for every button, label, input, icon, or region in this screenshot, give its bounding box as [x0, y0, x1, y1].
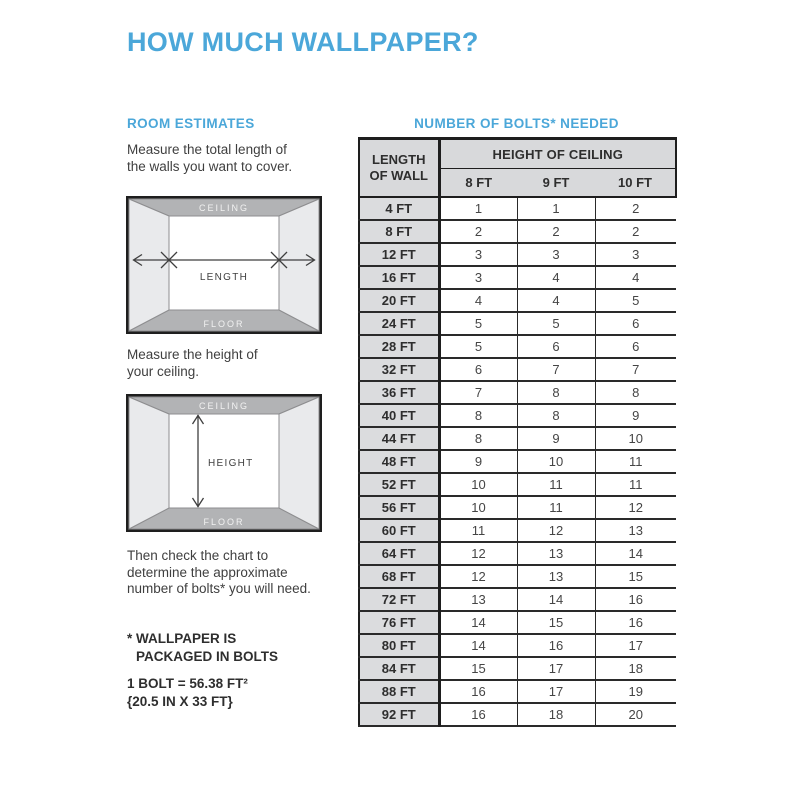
- bolt-count-cell: 11: [517, 496, 595, 519]
- right-wall-plane: [279, 397, 319, 529]
- bolt-count-cell: 10: [517, 450, 595, 473]
- bolt-count-cell: 10: [439, 496, 517, 519]
- table-row: [359, 197, 676, 220]
- bolt-count-cell: 6: [595, 312, 676, 335]
- note-line: PACKAGED IN BOLTS: [136, 648, 279, 664]
- bolt-count-cell: 15: [595, 565, 676, 588]
- bolt-count-cell: 14: [595, 542, 676, 565]
- wallpaper-packaging-note: [127, 630, 278, 665]
- bolt-count-cell: 15: [517, 611, 595, 634]
- header-line: LENGTH: [372, 152, 426, 168]
- bolt-count-cell: 9: [517, 427, 595, 450]
- table-row: [359, 266, 676, 289]
- instruction-line: determine the approximate: [127, 564, 288, 580]
- height-of-ceiling-header: HEIGHT OF CEILING: [439, 139, 676, 169]
- table-row: [359, 358, 676, 381]
- instruction-measure-height: [127, 347, 258, 380]
- length-diagram: [126, 196, 322, 334]
- bolt-count-cell: 12: [595, 496, 676, 519]
- bolt-count-cell: 10: [595, 427, 676, 450]
- bolt-count-cell: 10: [439, 473, 517, 496]
- bolt-count-cell: 6: [439, 358, 517, 381]
- floor-label: FLOOR: [203, 319, 245, 329]
- wall-length-cell: 12 FT: [359, 243, 439, 266]
- bolt-count-cell: 7: [439, 381, 517, 404]
- table-row: [359, 611, 676, 634]
- bolt-count-cell: 5: [439, 335, 517, 358]
- bolt-count-cell: 4: [517, 266, 595, 289]
- instruction-line: Then check the chart to: [127, 548, 269, 563]
- bolt-count-cell: 2: [439, 220, 517, 243]
- bolt-count-cell: 18: [595, 657, 676, 680]
- wall-length-cell: 88 FT: [359, 680, 439, 703]
- bolt-count-cell: 5: [595, 289, 676, 312]
- bolt-count-cell: 7: [595, 358, 676, 381]
- bolt-count-cell: 17: [517, 657, 595, 680]
- note-line: * WALLPAPER IS: [127, 631, 237, 646]
- wall-length-cell: 52 FT: [359, 473, 439, 496]
- table-row: [359, 381, 676, 404]
- wall-length-cell: 16 FT: [359, 266, 439, 289]
- wall-length-cell: 44 FT: [359, 427, 439, 450]
- bolt-count-cell: 13: [517, 542, 595, 565]
- table-row: [359, 427, 676, 450]
- room-estimates-heading: ROOM ESTIMATES: [127, 116, 255, 131]
- table-row: [359, 634, 676, 657]
- bolt-table-body: [359, 197, 676, 726]
- bolt-count-cell: 18: [517, 703, 595, 726]
- bolt-count-cell: 11: [517, 473, 595, 496]
- wall-length-cell: 20 FT: [359, 289, 439, 312]
- bolt-count-cell: 13: [595, 519, 676, 542]
- bolt-count-cell: 2: [517, 220, 595, 243]
- bolt-count-cell: 3: [595, 243, 676, 266]
- length-dimension-label: LENGTH: [199, 272, 249, 283]
- wall-length-cell: 36 FT: [359, 381, 439, 404]
- table-row: [359, 243, 676, 266]
- instruction-check-chart: [127, 548, 311, 598]
- bolt-count-cell: 3: [517, 243, 595, 266]
- page-title: HOW MUCH WALLPAPER?: [127, 27, 479, 57]
- wall-length-cell: 60 FT: [359, 519, 439, 542]
- bolt-count-cell: 17: [517, 680, 595, 703]
- bolt-count-cell: 19: [595, 680, 676, 703]
- bolt-count-cell: 8: [439, 404, 517, 427]
- bolt-count-cell: 12: [517, 519, 595, 542]
- bolt-count-cell: 11: [595, 450, 676, 473]
- table-row: [359, 335, 676, 358]
- bolt-count-cell: 1: [439, 197, 517, 220]
- wall-length-cell: 48 FT: [359, 450, 439, 473]
- bolt-count-cell: 12: [439, 565, 517, 588]
- bolt-count-cell: 8: [517, 404, 595, 427]
- bolt-count-cell: 8: [439, 427, 517, 450]
- bolts-needed-heading: NUMBER OF BOLTS* NEEDED: [414, 116, 619, 131]
- table-row: [359, 404, 676, 427]
- table-row: [359, 542, 676, 565]
- table-row: [359, 496, 676, 519]
- bolt-count-cell: 12: [439, 542, 517, 565]
- bolt-count-cell: 17: [595, 634, 676, 657]
- bolt-count-cell: 1: [517, 197, 595, 220]
- wall-length-cell: 64 FT: [359, 542, 439, 565]
- wall-length-cell: 72 FT: [359, 588, 439, 611]
- wall-length-cell: 80 FT: [359, 634, 439, 657]
- wall-length-cell: 92 FT: [359, 703, 439, 726]
- back-wall-plane: [169, 216, 279, 310]
- instruction-line: the walls you want to cover.: [127, 158, 293, 174]
- bolt-count-cell: 16: [439, 703, 517, 726]
- bolt-size-note: [127, 675, 248, 710]
- instruction-line: your ceiling.: [127, 363, 200, 379]
- bolt-count-cell: 11: [439, 519, 517, 542]
- table-row: [359, 657, 676, 680]
- bolt-count-cell: 8: [517, 381, 595, 404]
- bolt-count-cell: 9: [595, 404, 676, 427]
- bolt-count-cell: 5: [439, 312, 517, 335]
- bolt-count-cell: 11: [595, 473, 676, 496]
- bolt-count-cell: 5: [517, 312, 595, 335]
- table-row: [359, 519, 676, 542]
- bolt-count-cell: 8: [595, 381, 676, 404]
- bolt-count-cell: 16: [595, 611, 676, 634]
- wall-length-cell: 24 FT: [359, 312, 439, 335]
- bolt-count-cell: 16: [595, 588, 676, 611]
- bolt-count-cell: 2: [595, 197, 676, 220]
- floor-label: FLOOR: [203, 517, 245, 527]
- bolt-count-cell: 4: [517, 289, 595, 312]
- header-line: OF WALL: [369, 167, 428, 183]
- instruction-line: Measure the total length of: [127, 142, 287, 157]
- table-row: [359, 312, 676, 335]
- bolt-count-cell: 6: [517, 335, 595, 358]
- wall-length-cell: 4 FT: [359, 197, 439, 220]
- wall-length-cell: 8 FT: [359, 220, 439, 243]
- left-wall-plane: [129, 397, 169, 529]
- right-wall-plane: [279, 199, 319, 331]
- note-line: {20.5 IN X 33 FT}: [127, 693, 233, 709]
- wall-length-cell: 68 FT: [359, 565, 439, 588]
- wall-length-cell: 40 FT: [359, 404, 439, 427]
- length-of-wall-header: [359, 139, 439, 197]
- table-row: [359, 588, 676, 611]
- bolt-count-cell: 4: [439, 289, 517, 312]
- table-row: [359, 565, 676, 588]
- bolt-count-cell: 2: [595, 220, 676, 243]
- bolt-count-cell: 13: [517, 565, 595, 588]
- bolt-count-cell: 7: [517, 358, 595, 381]
- note-line: 1 BOLT = 56.38 FT²: [127, 676, 248, 691]
- column-header-8ft: 8 FT: [439, 169, 517, 197]
- instruction-line: number of bolts* you will need.: [127, 581, 311, 596]
- table-row: [359, 703, 676, 726]
- bolt-count-cell: 6: [595, 335, 676, 358]
- wall-length-cell: 84 FT: [359, 657, 439, 680]
- left-wall-plane: [129, 199, 169, 331]
- instruction-line: Measure the height of: [127, 347, 258, 362]
- bolt-count-cell: 14: [517, 588, 595, 611]
- ceiling-label: CEILING: [198, 401, 250, 411]
- column-header-9ft: 9 FT: [517, 169, 595, 197]
- bolt-count-cell: 16: [517, 634, 595, 657]
- wall-length-cell: 32 FT: [359, 358, 439, 381]
- table-row: [359, 289, 676, 312]
- bolt-count-cell: 3: [439, 243, 517, 266]
- wall-length-cell: 76 FT: [359, 611, 439, 634]
- room-perspective-length: [126, 196, 322, 334]
- ceiling-label: CEILING: [198, 203, 250, 213]
- table-header-row: [359, 139, 676, 169]
- bolt-count-cell: 14: [439, 634, 517, 657]
- wall-length-cell: 56 FT: [359, 496, 439, 519]
- bolt-count-cell: 3: [439, 266, 517, 289]
- bolt-count-cell: 15: [439, 657, 517, 680]
- wall-length-cell: 28 FT: [359, 335, 439, 358]
- instruction-measure-length: [127, 142, 292, 175]
- height-diagram: [126, 394, 322, 532]
- height-dimension-label: HEIGHT: [208, 458, 254, 469]
- bolt-count-cell: 16: [439, 680, 517, 703]
- bolt-count-cell: 14: [439, 611, 517, 634]
- bolt-count-cell: 4: [595, 266, 676, 289]
- column-header-10ft: 10 FT: [595, 169, 676, 197]
- bolt-count-cell: 9: [439, 450, 517, 473]
- table-row: [359, 473, 676, 496]
- table-row: [359, 220, 676, 243]
- room-perspective-height: [126, 394, 322, 532]
- bolt-count-cell: 13: [439, 588, 517, 611]
- bolt-count-cell: 20: [595, 703, 676, 726]
- table-row: [359, 450, 676, 473]
- bolts-table: [358, 137, 677, 727]
- table-row: [359, 680, 676, 703]
